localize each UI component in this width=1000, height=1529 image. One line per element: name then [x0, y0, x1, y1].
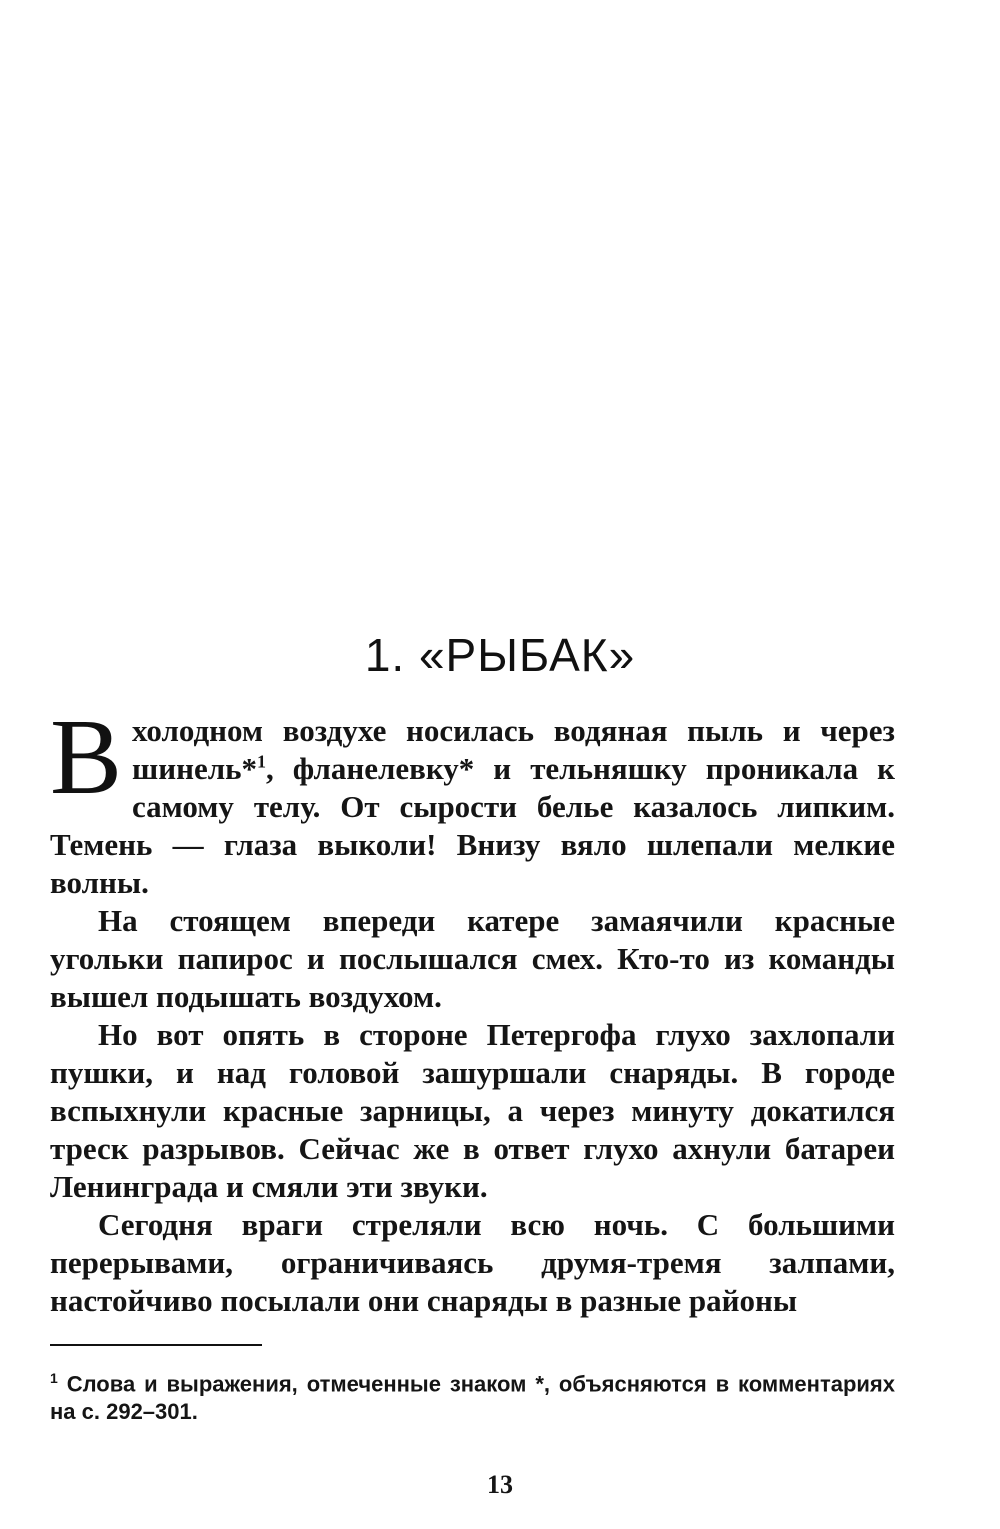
paragraph-3: Но вот опять в стороне Петергофа глухо захлопали пушки, и над головой зашуршали снаряды. В городе вспыхнули красные зарницы, а через минуту докатился треск разрывов. Сейчас же в ответ глухо ахнули батареи Ленинграда и смяли эти звуки. — [50, 1017, 895, 1204]
footnote-text: Слова и выражения, отмеченные знаком *, объясняются в комментариях на с. 292–301. — [50, 1371, 895, 1425]
paragraph-1-part-1: холодном воздухе носилась водяная пыль и через шинель* — [132, 713, 895, 786]
footnote-marker: 1 — [50, 1370, 58, 1386]
page-number: 13 — [487, 1470, 513, 1499]
paragraph-1-part-2: , фланелевку* и тельняшку проникала к самому телу. От сырости белье казалось липким. Темень — глаза выколи! Внизу вяло шлепали мелкие волны. — [50, 751, 895, 900]
paragraph-4: Сегодня враги стреляли всю ночь. С большими перерывами, ограничиваясь друмя-тремя залпами, настойчиво посылали они снаряды в разные районы — [50, 1207, 895, 1318]
footnote — [50, 1364, 895, 1426]
paragraph-2: На стоящем впереди катере замаячили красные угольки папирос и послышался смех. Кто-то из команды вышел подышать воздухом. — [50, 903, 895, 1014]
chapter-title: 1. «РЫБАК» — [364, 629, 636, 681]
paragraph-1 — [50, 698, 895, 902]
main-text — [50, 698, 895, 1320]
drop-cap: В — [50, 698, 123, 817]
footnote-ref[interactable]: 1 — [257, 751, 266, 772]
footnote-divider — [50, 1344, 262, 1346]
